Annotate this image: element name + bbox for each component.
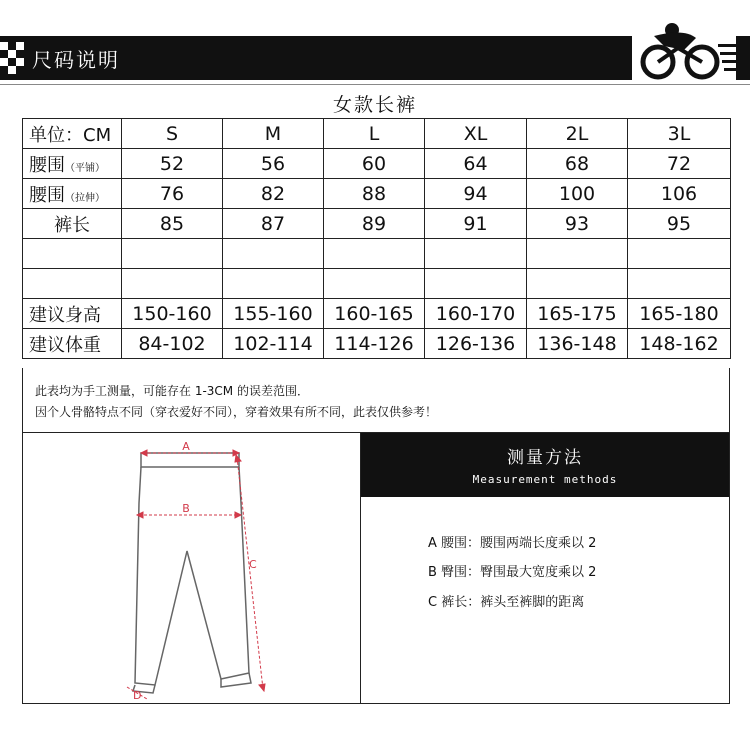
table-cell: 87 bbox=[223, 209, 324, 239]
table-cell: 60 bbox=[324, 149, 425, 179]
column-header: 单位：CM bbox=[23, 119, 122, 149]
method-item: C 裤长：裤头至裤脚的距离 bbox=[428, 595, 585, 610]
header-title: 尺码说明 bbox=[32, 48, 120, 72]
table-cell: 100 bbox=[527, 179, 628, 209]
table-cell bbox=[628, 239, 731, 269]
row-label: 腰围（平铺） bbox=[23, 149, 122, 179]
table-cell bbox=[324, 269, 425, 299]
table-header-row bbox=[23, 119, 731, 149]
cyclist-icon bbox=[624, 16, 744, 82]
table-cell: 76 bbox=[122, 179, 223, 209]
column-header: S bbox=[122, 119, 223, 149]
row-label bbox=[23, 239, 122, 269]
notes-box bbox=[22, 368, 730, 433]
table-cell: 68 bbox=[527, 149, 628, 179]
table-cell bbox=[425, 269, 527, 299]
table-cell: 136-148 bbox=[527, 329, 628, 359]
row-label: 建议体重 bbox=[23, 329, 122, 359]
table-cell bbox=[223, 269, 324, 299]
column-header: XL bbox=[425, 119, 527, 149]
table-cell: 85 bbox=[122, 209, 223, 239]
table-cell bbox=[223, 239, 324, 269]
table-row bbox=[23, 149, 731, 179]
table-cell: 155-160 bbox=[223, 299, 324, 329]
method-header bbox=[361, 433, 729, 497]
row-label: 建议身高 bbox=[23, 299, 122, 329]
checkered-flag-icon bbox=[0, 36, 24, 80]
column-header: 2L bbox=[527, 119, 628, 149]
note-line: 因个人骨骼特点不同（穿衣爱好不同），穿着效果有所不同，此表仅供参考！ bbox=[35, 405, 438, 419]
table-cell bbox=[122, 269, 223, 299]
table-cell: 165-175 bbox=[527, 299, 628, 329]
table-cell: 82 bbox=[223, 179, 324, 209]
table-cell: 88 bbox=[324, 179, 425, 209]
table-row bbox=[23, 179, 731, 209]
table-cell bbox=[425, 239, 527, 269]
row-label: 腰围（拉伸） bbox=[23, 179, 122, 209]
table-cell: 72 bbox=[628, 149, 731, 179]
label-d: D bbox=[133, 689, 142, 702]
section-header bbox=[0, 36, 750, 80]
table-cell: 102-114 bbox=[223, 329, 324, 359]
table-cell: 165-180 bbox=[628, 299, 731, 329]
table-cell: 160-170 bbox=[425, 299, 527, 329]
table-cell bbox=[527, 239, 628, 269]
table-cell: 106 bbox=[628, 179, 731, 209]
table-cell: 150-160 bbox=[122, 299, 223, 329]
column-header: M bbox=[223, 119, 324, 149]
method-title: 测量方法 bbox=[507, 448, 583, 468]
table-cell bbox=[527, 269, 628, 299]
table-cell: 93 bbox=[527, 209, 628, 239]
label-b: B bbox=[182, 502, 190, 515]
table-cell: 89 bbox=[324, 209, 425, 239]
table-cell bbox=[324, 239, 425, 269]
table-cell: 95 bbox=[628, 209, 731, 239]
method-subtitle: Measurement methods bbox=[472, 473, 618, 486]
table-cell: 114-126 bbox=[324, 329, 425, 359]
table-cell: 56 bbox=[223, 149, 324, 179]
table-row bbox=[23, 299, 731, 329]
table-cell: 52 bbox=[122, 149, 223, 179]
table-row bbox=[23, 329, 731, 359]
label-c: C bbox=[249, 558, 257, 571]
table-row bbox=[23, 269, 731, 299]
table-cell: 91 bbox=[425, 209, 527, 239]
label-a: A bbox=[182, 440, 190, 453]
table-cell: 84-102 bbox=[122, 329, 223, 359]
row-label bbox=[23, 269, 122, 299]
table-cell bbox=[628, 269, 731, 299]
pants-outline-icon bbox=[133, 453, 251, 693]
note-line: 此表均为手工测量，可能存在 1-3CM 的误差范围． bbox=[35, 384, 309, 398]
table-cell: 64 bbox=[425, 149, 527, 179]
column-header: 3L bbox=[628, 119, 731, 149]
table-cell: 160-165 bbox=[324, 299, 425, 329]
size-table bbox=[22, 118, 731, 359]
pants-diagram bbox=[23, 433, 360, 703]
table-cell: 148-162 bbox=[628, 329, 731, 359]
table-title: 女款长裤 bbox=[332, 94, 417, 116]
measurement-panel bbox=[22, 432, 730, 704]
column-header: L bbox=[324, 119, 425, 149]
table-cell: 94 bbox=[425, 179, 527, 209]
table-cell bbox=[122, 239, 223, 269]
method-item: A 腰围：腰围两端长度乘以 2 bbox=[428, 536, 597, 551]
method-item: B 臀围：臀围最大宽度乘以 2 bbox=[428, 565, 597, 580]
divider bbox=[0, 84, 750, 85]
table-cell: 126-136 bbox=[425, 329, 527, 359]
table-row bbox=[23, 239, 731, 269]
table-row bbox=[23, 209, 731, 239]
row-label: 裤长 bbox=[23, 209, 122, 239]
